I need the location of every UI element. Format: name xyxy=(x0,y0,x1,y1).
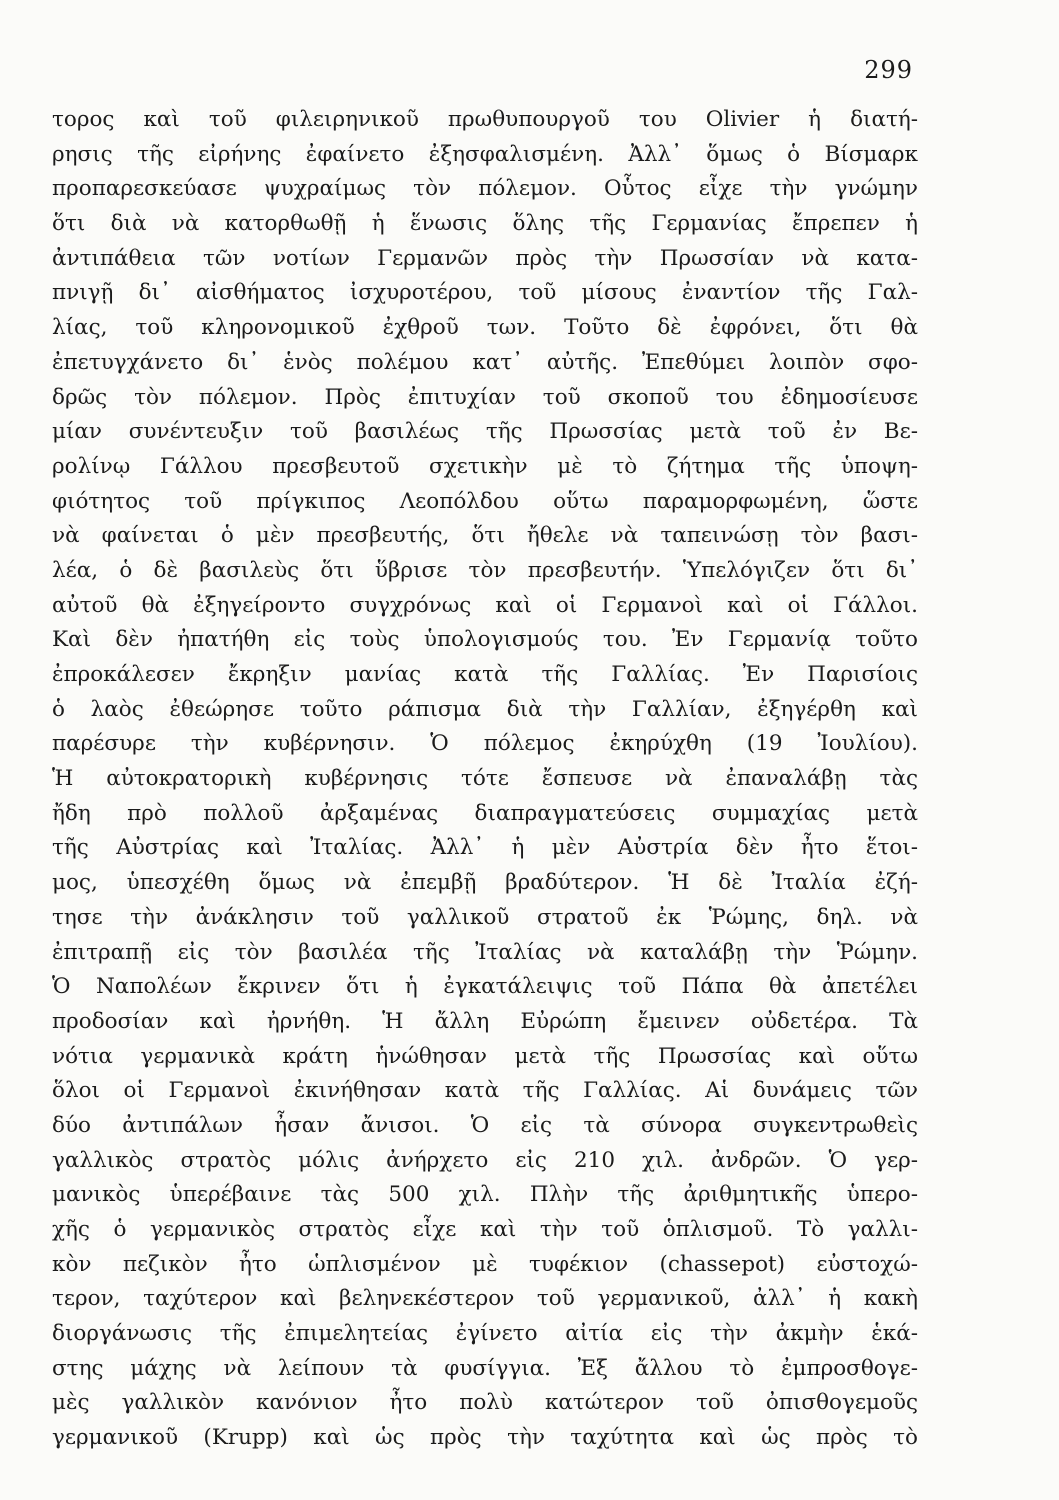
text-line: ἐπετυγχάνετο δι᾿ ἑνὸς πολέμου κατ᾿ αὐτῆς. Ἐπεθύμει λοιπὸν σφο- xyxy=(52,349,918,375)
text-line: νότια γερμανικὰ κράτη ἡνώθησαν μετὰ τῆς Πρωσσίας καὶ οὕτω xyxy=(52,1043,918,1069)
text-line: ἐπιτραπῇ εἰς τὸν βασιλέα τῆς Ἰταλίας νὰ καταλάβῃ τὴν Ῥώμην. xyxy=(52,939,918,965)
text-line: Καὶ δὲν ἠπατήθη εἰς τοὺς ὑπολογισμούς του. Ἐν Γερμανίᾳ τοῦτο xyxy=(52,627,918,653)
text-line: τῆς Αὐστρίας καὶ Ἰταλίας. Ἀλλ᾿ ἡ μὲν Αὐστρία δὲν ἦτο ἕτοι- xyxy=(52,835,918,861)
text-line: κὸν πεζικὸν ἦτο ὡπλισμένον μὲ τυφέκιον (chassepot) εὐστοχώ- xyxy=(52,1251,918,1277)
text-line: τερον, ταχύτερον καὶ βεληνεκέστερον τοῦ γερμανικοῦ, ἀλλ᾿ ἡ κακὴ xyxy=(52,1286,918,1312)
text-line: ρολίνῳ Γάλλου πρεσβευτοῦ σχετικὴν μὲ τὸ ζήτημα τῆς ὑποψη- xyxy=(52,453,918,479)
text-line: προδοσίαν καὶ ἠρνήθη. Ἡ ἄλλη Εὐρώπη ἔμεινεν οὐδετέρα. Τὰ xyxy=(52,1008,918,1034)
text-line: στης μάχης νὰ λείπουν τὰ φυσίγγια. Ἐξ ἄλλου τὸ ἐμπροσθογε- xyxy=(52,1355,918,1381)
text-line: γαλλικὸς στρατὸς μόλις ἀνήρχετο εἰς 210 χιλ. ἀνδρῶν. Ὁ γερ- xyxy=(52,1147,918,1173)
text-line: διοργάνωσις τῆς ἐπιμελητείας ἐγίνετο αἰτία εἰς τὴν ἀκμὴν ἑκά- xyxy=(52,1321,918,1347)
text-line: ὅτι διὰ νὰ κατορθωθῇ ἡ ἕνωσις ὅλης τῆς Γερμανίας ἔπρεπεν ἡ xyxy=(52,211,918,237)
text-line: λέα, ὁ δὲ βασιλεὺς ὅτι ὕβρισε τὸν πρεσβευτήν. Ὑπελόγιζεν ὅτι δι᾿ xyxy=(52,557,918,583)
text-line: λίας, τοῦ κληρονομικοῦ ἐχθροῦ των. Τοῦτο δὲ ἐφρόνει, ὅτι θὰ xyxy=(52,315,918,341)
text-line: γερμανικοῦ (Krupp) καὶ ὡς πρὸς τὴν ταχύτητα καὶ ὡς πρὸς τὸ xyxy=(52,1425,918,1451)
text-line: δρῶς τὸν πόλεμον. Πρὸς ἐπιτυχίαν τοῦ σκοποῦ του ἐδημοσίευσε xyxy=(52,384,918,410)
text-line: δύο ἀντιπάλων ἦσαν ἄνισοι. Ὁ εἰς τὰ σύνορα συγκεντρωθεὶς xyxy=(52,1112,918,1138)
text-line: τησε τὴν ἀνάκλησιν τοῦ γαλλικοῦ στρατοῦ ἐκ Ῥώμης, δηλ. νὰ xyxy=(52,904,918,930)
text-line: ἀντιπάθεια τῶν νοτίων Γερμανῶν πρὸς τὴν Πρωσσίαν νὰ κατα- xyxy=(52,245,918,271)
text-line: ρησις τῆς εἰρήνης ἐφαίνετο ἐξησφαλισμένη. Ἀλλ᾿ ὅμως ὁ Βίσμαρκ xyxy=(52,141,918,167)
text-line: Ἡ αὐτοκρατορικὴ κυβέρνησις τότε ἔσπευσε νὰ ἐπαναλάβῃ τὰς xyxy=(52,766,918,792)
text-line: μίαν συνέντευξιν τοῦ βασιλέως τῆς Πρωσσίας μετὰ τοῦ ἐν Βε- xyxy=(52,419,918,445)
text-line: νὰ φαίνεται ὁ μὲν πρεσβευτής, ὅτι ἤθελε νὰ ταπεινώσῃ τὸν βασι- xyxy=(52,523,918,549)
text-line: ὁ λαὸς ἐθεώρησε τοῦτο ράπισμα διὰ τὴν Γαλλίαν, ἐξηγέρθη καὶ xyxy=(52,696,918,722)
text-line: Ὁ Ναπολέων ἔκρινεν ὅτι ἡ ἐγκατάλειψις τοῦ Πάπα θὰ ἀπετέλει xyxy=(52,974,918,1000)
text-line: ἐπροκάλεσεν ἔκρηξιν μανίας κατὰ τῆς Γαλλίας. Ἐν Παρισίοις xyxy=(52,662,918,687)
text-line: ὅλοι οἱ Γερμανοὶ ἐκινήθησαν κατὰ τῆς Γαλλίας. Αἱ δυνάμεις τῶν xyxy=(52,1078,918,1104)
text-line: μανικὸς ὑπερέβαινε τὰς 500 χιλ. Πλὴν τῆς ἀριθμητικῆς ὑπερο- xyxy=(52,1182,918,1208)
text-line: χῆς ὁ γερμανικὸς στρατὸς εἶχε καὶ τὴν τοῦ ὁπλισμοῦ. Τὸ γαλλι- xyxy=(52,1217,918,1242)
text-line: μος, ὑπεσχέθη ὅμως νὰ ἐπεμβῇ βραδύτερον. Ἡ δὲ Ἰταλία ἐζή- xyxy=(52,870,918,896)
text-line: τορος καὶ τοῦ φιλειρηνικοῦ πρωθυπουργοῦ του Olivier ἡ διατή- xyxy=(52,107,918,132)
page-number: 299 xyxy=(864,56,913,84)
text-line: ἤδη πρὸ πολλοῦ ἀρξαμένας διαπραγματεύσεις συμμαχίας μετὰ xyxy=(52,800,918,826)
text-line: παρέσυρε τὴν κυβέρνησιν. Ὁ πόλεμος ἐκηρύχθη (19 Ἰουλίου). xyxy=(52,731,918,757)
text-line: φιότητος τοῦ πρίγκιπος Λεοπόλδου οὕτω παραμορφωμένη, ὥστε xyxy=(52,488,918,514)
text-line: πνιγῇ δι᾿ αἰσθήματος ἰσχυροτέρου, τοῦ μίσους ἐναντίον τῆς Γαλ- xyxy=(52,280,918,306)
text-line: προπαρεσκεύασε ψυχραίμως τὸν πόλεμον. Οὗτος εἶχε τὴν γνώμην xyxy=(52,176,918,202)
text-line: αὐτοῦ θὰ ἐξηγείροντο συγχρόνως καὶ οἱ Γερμανοὶ καὶ οἱ Γάλλοι. xyxy=(52,592,918,618)
text-line: μὲς γαλλικὸν κανόνιον ἦτο πολὺ κατώτερον τοῦ ὀπισθογεμοῦς xyxy=(52,1390,918,1416)
body-text xyxy=(52,103,918,1456)
